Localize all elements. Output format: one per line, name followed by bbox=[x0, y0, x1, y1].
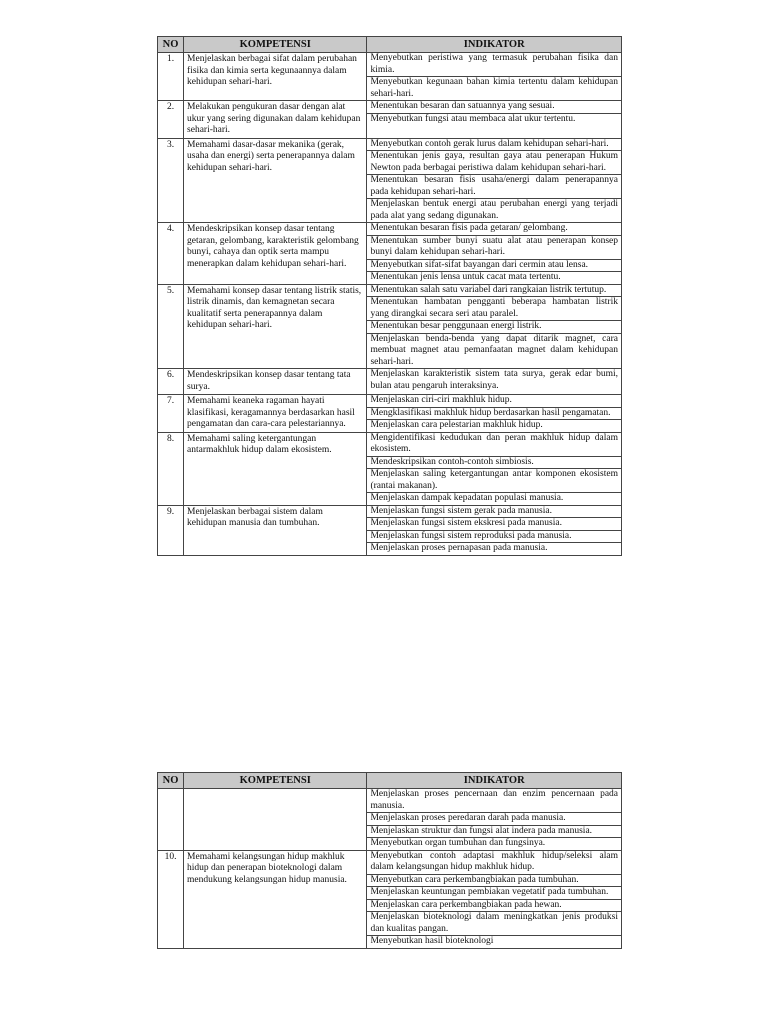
indikator-item: Menjelaskan proses peredaran darah pada manusia. bbox=[367, 813, 621, 826]
table-row bbox=[158, 505, 622, 555]
table-row bbox=[158, 101, 622, 139]
indikator-item: Menentukan besaran fisis usaha/energi dalam penerapannya pada kehidupan sehari-hari. bbox=[367, 175, 621, 199]
table-row bbox=[158, 53, 622, 101]
row-number: 1. bbox=[158, 53, 184, 101]
indikator-cell bbox=[367, 138, 622, 223]
table-row bbox=[158, 789, 622, 851]
indikator-item: Menyebutkan peristiwa yang termasuk perubahan fisika dan kimia. bbox=[367, 53, 621, 77]
row-number: 3. bbox=[158, 138, 184, 223]
row-number: 9. bbox=[158, 505, 184, 555]
indikator-item: Menjelaskan ciri-ciri makhluk hidup. bbox=[367, 395, 621, 408]
indikator-item: Menjelaskan keuntungan pembiakan vegetatif pada tumbuhan. bbox=[367, 887, 621, 900]
indikator-item: Menentukan hambatan pengganti beberapa hambatan listrik yang dirangkai secara seri atau paralel. bbox=[367, 297, 621, 321]
indikator-cell bbox=[367, 432, 622, 505]
kompetensi-cell: Memahami keaneka ragaman hayati klasifikasi, keragamannya berdasarkan hasil pengamatan dan cara-cara pelestariannya. bbox=[184, 395, 367, 433]
indikator-cell bbox=[367, 101, 622, 139]
table-row bbox=[158, 395, 622, 433]
indikator-cell bbox=[367, 505, 622, 555]
indikator-item: Menyebutkan contoh gerak lurus dalam kehidupan sehari-hari. bbox=[367, 139, 621, 152]
row-number: 6. bbox=[158, 369, 184, 395]
header-no: NO bbox=[158, 773, 184, 789]
indikator-item: Menjelaskan karakteristik sistem tata surya, gerak edar bumi, bulan atau pengaruh interaksinya. bbox=[370, 369, 618, 391]
row-number: 5. bbox=[158, 284, 184, 369]
indikator-item: Menentukan jenis lensa untuk cacat mata tertentu. bbox=[370, 272, 561, 282]
header-indikator: INDIKATOR bbox=[367, 37, 622, 53]
indikator-cell bbox=[367, 53, 622, 101]
kompetensi-cell: Memahami kelangsungan hidup makhluk hidup dan penerapan bioteknologi dalam mendukung kelangsungan hidup manusia. bbox=[184, 850, 367, 948]
indikator-item: Menyebutkan contoh adaptasi makhluk hidup/seleksi alam dalam kelangsungan hidup makhluk hidup. bbox=[367, 851, 621, 875]
table-row bbox=[158, 432, 622, 505]
indikator-item: Menjelaskan fungsi sistem ekskresi pada manusia. bbox=[367, 518, 621, 531]
table-row bbox=[158, 138, 622, 223]
indikator-item: Menjelaskan dampak kepadatan populasi manusia. bbox=[370, 493, 564, 503]
indikator-item: Menjelaskan struktur dan fungsi alat indera pada manusia. bbox=[367, 826, 621, 839]
kompetensi-cell: Mendeskripsikan konsep dasar tentang tata surya. bbox=[184, 369, 367, 395]
indikator-item: Menentukan besaran fisis pada getaran/ gelombang. bbox=[367, 223, 621, 236]
indikator-item: Menyebutkan cara perkembangbiakan pada tumbuhan. bbox=[367, 875, 621, 888]
indikator-item: Menentukan sumber bunyi suatu alat atau penerapan konsep bunyi dalam kehidupan sehari-hari. bbox=[367, 236, 621, 260]
indikator-item: Menjelaskan proses pencernaan dan enzim pencernaan pada manusia. bbox=[367, 789, 621, 813]
indikator-item: Menjelaskan bioteknologi dalam meningkatkan jenis produksi dan kualitas pangan. bbox=[367, 912, 621, 936]
kompetensi-cell: Melakukan pengukuran dasar dengan alat ukur yang sering digunakan dalam kehidupan sehari-hari. bbox=[184, 101, 367, 139]
table-header-row bbox=[158, 773, 622, 789]
kompetensi-cell: Mendeskripsikan konsep dasar tentang getaran, gelombang, karakteristik gelombang bunyi, cahaya dan optik serta mampu menerapkan dalam kehidupan sehari-hari. bbox=[184, 223, 367, 285]
indikator-cell bbox=[367, 789, 622, 851]
row-number: 8. bbox=[158, 432, 184, 505]
indikator-item: Menjelaskan saling ketergantungan antar komponen ekosistem (rantai makanan). bbox=[367, 469, 621, 493]
table-row bbox=[158, 223, 622, 285]
indikator-cell bbox=[367, 369, 622, 395]
indikator-item: Menjelaskan cara pelestarian makhluk hidup. bbox=[370, 420, 543, 430]
indikator-item: Menjelaskan fungsi sistem gerak pada manusia. bbox=[367, 506, 621, 519]
indikator-item: Menentukan besar penggunaan energi listrik. bbox=[367, 321, 621, 334]
competency-table-page-2 bbox=[157, 772, 622, 949]
indikator-item: Menentukan besaran dan satuannya yang sesuai. bbox=[367, 101, 621, 114]
indikator-item: Mendeskripsikan contoh-contoh simbiosis. bbox=[367, 457, 621, 470]
indikator-cell bbox=[367, 395, 622, 433]
indikator-item: Menjelaskan cara perkembangbiakan pada hewan. bbox=[367, 900, 621, 913]
kompetensi-cell bbox=[184, 789, 367, 851]
kompetensi-cell: Menjelaskan berbagai sistem dalam kehidupan manusia dan tumbuhan. bbox=[184, 505, 367, 555]
competency-table-page-1 bbox=[157, 36, 622, 556]
indikator-item: Menjelaskan proses pernapasan pada manusia. bbox=[370, 543, 548, 553]
table-row bbox=[158, 284, 622, 369]
kompetensi-cell: Memahami konsep dasar tentang listrik statis, listrik dinamis, dan kemagnetan secara kualitatif serta penerapannya dalam kehidupan sehari-hari. bbox=[184, 284, 367, 369]
indikator-item: Menyebutkan sifat-sifat bayangan dari cermin atau lensa. bbox=[367, 260, 621, 273]
indikator-item: Menyebutkan kegunaan bahan kimia tertentu dalam kehidupan sehari-hari. bbox=[370, 77, 618, 99]
header-indikator: INDIKATOR bbox=[367, 773, 622, 789]
indikator-item: Menyebutkan hasil bioteknologi bbox=[370, 936, 494, 946]
kompetensi-cell: Menjelaskan berbagai sifat dalam perubahan fisika dan kimia serta kegunaannya dalam kehidupan sehari-hari. bbox=[184, 53, 367, 101]
indikator-item: Menyebutkan organ tumbuhan dan fungsinya. bbox=[370, 838, 546, 848]
indikator-item: Mengidentifikasi kedudukan dan peran makhluk hidup dalam ekosistem. bbox=[367, 433, 621, 457]
header-kompetensi: KOMPETENSI bbox=[184, 37, 367, 53]
indikator-item: Menyebutkan fungsi atau membaca alat ukur tertentu. bbox=[370, 113, 576, 124]
header-no: NO bbox=[158, 37, 184, 53]
row-number: 4. bbox=[158, 223, 184, 285]
indikator-item: Mengklasifikasi makhluk hidup berdasarkan hasil pengamatan. bbox=[367, 408, 621, 421]
row-number: 10. bbox=[158, 850, 184, 948]
indikator-cell bbox=[367, 223, 622, 285]
table-row bbox=[158, 850, 622, 948]
kompetensi-cell: Memahami saling ketergantungan antarmakhluk hidup dalam ekosistem. bbox=[184, 432, 367, 505]
indikator-item: Menjelaskan benda-benda yang dapat ditarik magnet, cara membuat magnet atau pemanfaatan magnet dalam kehidupan sehari-hari. bbox=[370, 333, 618, 367]
indikator-item: Menjelaskan bentuk energi atau perubahan energi yang terjadi pada alat yang sedang digunakan. bbox=[370, 199, 618, 221]
table-row bbox=[158, 369, 622, 395]
indikator-item: Menentukan jenis gaya, resultan gaya atau penerapan Hukum Newton pada berbagai peristiwa dalam kehidupan sehari-hari. bbox=[367, 151, 621, 175]
indikator-item: Menentukan salah satu variabel dari rangkaian listrik tertutup. bbox=[367, 285, 621, 298]
table-header-row bbox=[158, 37, 622, 53]
kompetensi-cell: Memahami dasar-dasar mekanika (gerak, usaha dan energi) serta penerapannya dalam kehidupan sehari-hari. bbox=[184, 138, 367, 223]
row-number: 2. bbox=[158, 101, 184, 139]
row-number bbox=[158, 789, 184, 851]
row-number: 7. bbox=[158, 395, 184, 433]
indikator-cell bbox=[367, 284, 622, 369]
header-kompetensi: KOMPETENSI bbox=[184, 773, 367, 789]
indikator-cell bbox=[367, 850, 622, 948]
indikator-item: Menjelaskan fungsi sistem reproduksi pada manusia. bbox=[367, 531, 621, 544]
